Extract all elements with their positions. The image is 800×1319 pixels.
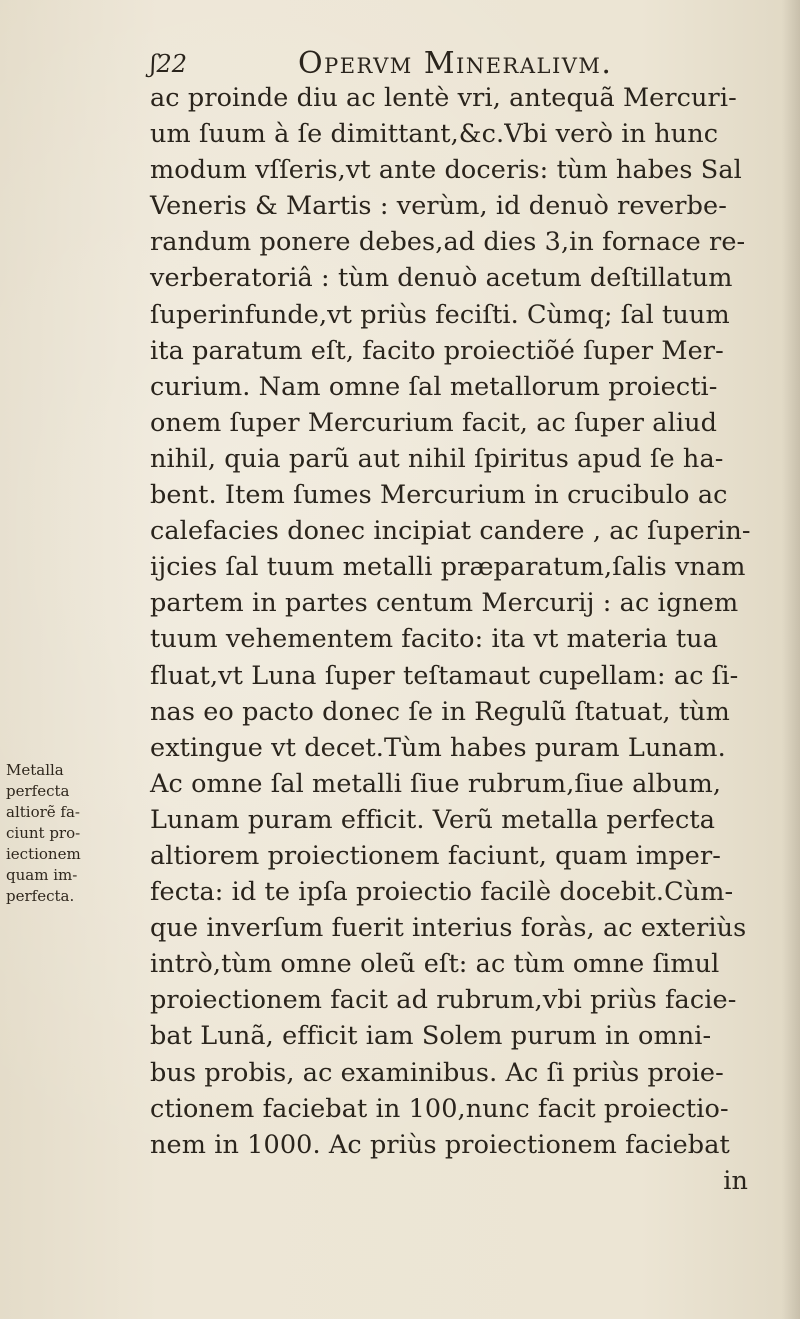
body-line: intrò,tùm omne oleũ eſt: ac tùm omne ſimul bbox=[150, 949, 720, 980]
margin-note-line: altiorẽ fa- bbox=[6, 803, 80, 821]
running-title: Opervm Mineralivm. bbox=[298, 46, 613, 81]
body-line: bus probis, ac examinibus. Ac ſi priùs proie- bbox=[150, 1057, 724, 1088]
body-line: partem in partes centum Mercurij : ac ignem bbox=[150, 588, 739, 619]
margin-note-line: quam im- bbox=[6, 866, 78, 884]
margin-note bbox=[6, 760, 116, 907]
body-line: nem in 1000. Ac priùs proiectionem faciebat bbox=[150, 1129, 730, 1160]
body-line: ijcies ſal tuum metalli præparatum,ſalis vnam bbox=[150, 552, 746, 583]
body-line: modum vſſeris,vt ante doceris: tùm habes Sal bbox=[150, 155, 742, 186]
margin-note-line: ciunt pro- bbox=[6, 824, 81, 842]
page-number: ʃ22 bbox=[150, 50, 188, 78]
body-line: tuum vehementem facito: ita vt materia tua bbox=[150, 624, 719, 655]
body-line: verberatoriâ : tùm denuò acetum deſtillatum bbox=[150, 263, 733, 294]
margin-note-line: perfecta. bbox=[6, 887, 75, 905]
body-line: curium. Nam omne ſal metallorum proiecti- bbox=[150, 371, 718, 402]
body-line: ctionem faciebat in 100,nunc facit proiectio- bbox=[150, 1093, 729, 1124]
body-line: ita paratum eſt, facito proiectiõé ſuper Mer- bbox=[150, 335, 724, 366]
body-line: fecta: id te ipſa proiectio facilè docebit.Cùm- bbox=[150, 877, 734, 908]
body-line: Veneris & Martis : verùm, id denuò reverbe- bbox=[150, 191, 727, 222]
margin-note-line: Metalla bbox=[6, 761, 64, 779]
body-line: calefacies donec incipiat candere , ac ſuperin- bbox=[150, 516, 751, 547]
body-line: extingue vt decet.Tùm habes puram Lunam. bbox=[150, 732, 726, 763]
margin-note-line: iectionem bbox=[6, 845, 81, 863]
body-line: bat Lunã, efficit iam Solem purum in omni- bbox=[150, 1021, 712, 1052]
body-line: fluat,vt Luna ſuper teſtamaut cupellam: ac ſi- bbox=[150, 660, 739, 691]
body-line: Ac omne ſal metalli ſiue rubrum,ſiue album, bbox=[150, 768, 722, 799]
body-line: ac proinde diu ac lentè vri, antequã Mercuri- bbox=[150, 83, 737, 113]
body-line: nas eo pacto donec ſe in Regulũ ſtatuat, tùm bbox=[150, 696, 730, 727]
body-line: proiectionem facit ad rubrum,vbi priùs facie- bbox=[150, 985, 737, 1016]
body-line: onem ſuper Mercurium facit, ac ſuper aliud bbox=[150, 407, 718, 438]
page-edge-shadow bbox=[782, 0, 800, 1319]
body-line: randum ponere debes,ad dies 3,in fornace re- bbox=[150, 227, 746, 258]
catchword: in bbox=[723, 1165, 748, 1196]
body-line: ſuperinfunde,vt priùs feciſti. Cùmq; ſal tuum bbox=[150, 299, 730, 330]
body-text bbox=[150, 80, 780, 1199]
body-line: nihil, quia parũ aut nihil ſpiritus apud ſe ha- bbox=[150, 443, 724, 474]
body-line: bent. Item ſumes Mercurium in crucibulo ac bbox=[150, 480, 728, 511]
margin-note-line: perfecta bbox=[6, 782, 70, 800]
body-line: Lunam puram efficit. Verũ metalla perfecta bbox=[150, 804, 716, 835]
body-line: um ſuum à ſe dimittant,&c.Vbi verò in hunc bbox=[150, 119, 719, 150]
body-line: altiorem proiectionem faciunt, quam imper- bbox=[150, 840, 722, 871]
body-line: que inverſum fuerit interius foràs, ac exteriùs bbox=[150, 913, 747, 944]
